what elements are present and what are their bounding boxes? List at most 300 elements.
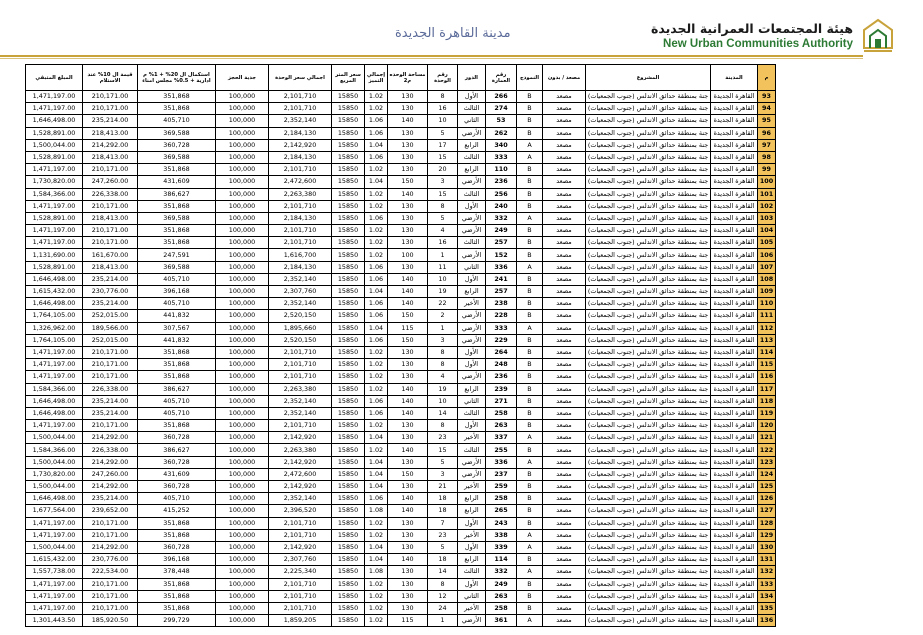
- table-row: [26, 115, 776, 127]
- cell-unit-number: 20: [428, 164, 458, 176]
- cell-model: B: [517, 468, 543, 480]
- cell-row-number: 127: [758, 505, 776, 517]
- cell-booking-deposit: 100,000: [216, 334, 269, 346]
- cell-unit-number: 8: [428, 359, 458, 371]
- cell-elevator: مصعد: [543, 578, 586, 590]
- cell-booking-deposit: 100,000: [216, 578, 269, 590]
- cell-total-unit-price: 2,184,130: [269, 212, 332, 224]
- cell-price-per-meter: 15850: [332, 334, 365, 346]
- cell-handover-payment: 218,413.00: [83, 212, 138, 224]
- cell-premium-factor: 1.04: [365, 432, 388, 444]
- cell-city: القاهرة الجديدة: [711, 164, 758, 176]
- cell-price-per-meter: 15850: [332, 188, 365, 200]
- cell-unit-number: 19: [428, 383, 458, 395]
- cell-price-per-meter: 15850: [332, 432, 365, 444]
- cell-row-number: 113: [758, 334, 776, 346]
- table-row: [26, 468, 776, 480]
- cell-total-unit-price: 2,184,130: [269, 151, 332, 163]
- cell-total-unit-price: 2,101,710: [269, 91, 332, 103]
- cell-price-per-meter: 15850: [332, 420, 365, 432]
- column-header-city: المدينة: [711, 65, 758, 91]
- cell-city: القاهرة الجديدة: [711, 103, 758, 115]
- cell-handover-payment: 189,566.00: [83, 322, 138, 334]
- cell-booking-deposit: 100,000: [216, 273, 269, 285]
- cell-remaining-amount: 1,471,197.00: [26, 237, 83, 249]
- cell-handover-payment: 210,171.00: [83, 91, 138, 103]
- cell-completion-payment: 351,868: [138, 371, 216, 383]
- cell-unit-area: 115: [388, 322, 428, 334]
- cell-price-per-meter: 15850: [332, 468, 365, 480]
- cell-city: القاهرة الجديدة: [711, 432, 758, 444]
- cell-completion-payment: 351,868: [138, 359, 216, 371]
- cell-floor: الأول: [458, 578, 486, 590]
- cell-unit-area: 130: [388, 164, 428, 176]
- cell-building-number: 258: [486, 602, 517, 614]
- cell-unit-area: 140: [388, 554, 428, 566]
- column-header-floor: الدور: [458, 65, 486, 91]
- cell-unit-number: 11: [428, 261, 458, 273]
- cell-elevator: مصعد: [543, 456, 586, 468]
- table-row: [26, 493, 776, 505]
- cell-booking-deposit: 100,000: [216, 493, 269, 505]
- cell-building-number: 264: [486, 346, 517, 358]
- cell-total-unit-price: 2,101,710: [269, 237, 332, 249]
- cell-city: القاهرة الجديدة: [711, 456, 758, 468]
- cell-handover-payment: 185,920.50: [83, 615, 138, 627]
- cell-unit-area: 140: [388, 407, 428, 419]
- cell-booking-deposit: 100,000: [216, 615, 269, 627]
- cell-unit-number: 5: [428, 127, 458, 139]
- cell-city: القاهرة الجديدة: [711, 420, 758, 432]
- table-row: [26, 322, 776, 334]
- table-row: [26, 200, 776, 212]
- cell-premium-factor: 1.06: [365, 261, 388, 273]
- cell-floor: الثاني: [458, 590, 486, 602]
- table-row: [26, 139, 776, 151]
- cell-price-per-meter: 15850: [332, 237, 365, 249]
- cell-elevator: مصعد: [543, 164, 586, 176]
- cell-total-unit-price: 1,859,205: [269, 615, 332, 627]
- cell-remaining-amount: 1,471,197.00: [26, 590, 83, 602]
- cell-completion-payment: 351,868: [138, 237, 216, 249]
- cell-remaining-amount: 1,646,498.00: [26, 115, 83, 127]
- cell-handover-payment: 230,776.00: [83, 286, 138, 298]
- cell-completion-payment: 405,710: [138, 395, 216, 407]
- cell-city: القاهرة الجديدة: [711, 225, 758, 237]
- cell-city: القاهرة الجديدة: [711, 249, 758, 261]
- cell-row-number: 96: [758, 127, 776, 139]
- cell-completion-payment: 247,591: [138, 249, 216, 261]
- cell-project: جنة بمنطقة حدائق الاندلس (جنوب الجمعيات): [586, 310, 711, 322]
- cell-premium-factor: 1.06: [365, 212, 388, 224]
- cell-completion-payment: 351,868: [138, 225, 216, 237]
- authority-name-arabic: هيئة المجتمعات العمرانية الجديدة: [650, 21, 853, 36]
- cell-building-number: 263: [486, 420, 517, 432]
- cell-completion-payment: 360,728: [138, 139, 216, 151]
- table-row: [26, 517, 776, 529]
- cell-row-number: 97: [758, 139, 776, 151]
- cell-unit-area: 130: [388, 103, 428, 115]
- cell-completion-payment: 405,710: [138, 493, 216, 505]
- cell-booking-deposit: 100,000: [216, 346, 269, 358]
- cell-completion-payment: 351,868: [138, 91, 216, 103]
- cell-floor: الرابع: [458, 505, 486, 517]
- cell-row-number: 117: [758, 383, 776, 395]
- cell-unit-number: 22: [428, 298, 458, 310]
- cell-unit-number: 8: [428, 420, 458, 432]
- cell-booking-deposit: 100,000: [216, 505, 269, 517]
- cell-unit-number: 16: [428, 237, 458, 249]
- cell-elevator: مصعد: [543, 359, 586, 371]
- cell-unit-area: 150: [388, 334, 428, 346]
- cell-remaining-amount: 1,471,197.00: [26, 200, 83, 212]
- table-row: [26, 249, 776, 261]
- cell-completion-payment: 386,627: [138, 383, 216, 395]
- cell-elevator: مصعد: [543, 444, 586, 456]
- cell-booking-deposit: 100,000: [216, 286, 269, 298]
- cell-row-number: 123: [758, 456, 776, 468]
- cell-row-number: 126: [758, 493, 776, 505]
- table-row: [26, 359, 776, 371]
- cell-completion-payment: 360,728: [138, 432, 216, 444]
- cell-remaining-amount: 1,615,432.00: [26, 286, 83, 298]
- cell-floor: الأرضي: [458, 334, 486, 346]
- cell-unit-number: 15: [428, 444, 458, 456]
- cell-total-unit-price: 2,101,710: [269, 359, 332, 371]
- cell-premium-factor: 1.06: [365, 115, 388, 127]
- cell-unit-area: 130: [388, 566, 428, 578]
- column-header-model: النموذج: [517, 65, 543, 91]
- cell-model: B: [517, 176, 543, 188]
- cell-remaining-amount: 1,500,044.00: [26, 456, 83, 468]
- column-header-premium-factor: إجمالي التميز: [365, 65, 388, 91]
- cell-premium-factor: 1.02: [365, 188, 388, 200]
- page-title: مدينة القاهرة الجديدة: [395, 26, 511, 41]
- cell-total-unit-price: 2,352,140: [269, 298, 332, 310]
- cell-building-number: 257: [486, 237, 517, 249]
- cell-handover-payment: 230,776.00: [83, 554, 138, 566]
- cell-elevator: مصعد: [543, 200, 586, 212]
- cell-total-unit-price: 2,101,710: [269, 200, 332, 212]
- cell-floor: الأرضي: [458, 468, 486, 480]
- cell-premium-factor: 1.02: [365, 590, 388, 602]
- cell-project: جنة بمنطقة حدائق الاندلس (جنوب الجمعيات): [586, 517, 711, 529]
- header-rule-thin: [0, 58, 863, 59]
- cell-unit-area: 130: [388, 517, 428, 529]
- units-table: [25, 64, 776, 627]
- cell-row-number: 136: [758, 615, 776, 627]
- cell-booking-deposit: 100,000: [216, 225, 269, 237]
- cell-remaining-amount: 1,131,690.00: [26, 249, 83, 261]
- cell-remaining-amount: 1,471,197.00: [26, 517, 83, 529]
- cell-total-unit-price: 2,225,340: [269, 566, 332, 578]
- cell-project: جنة بمنطقة حدائق الاندلس (جنوب الجمعيات): [586, 91, 711, 103]
- cell-unit-area: 130: [388, 420, 428, 432]
- cell-price-per-meter: 15850: [332, 615, 365, 627]
- cell-project: جنة بمنطقة حدائق الاندلس (جنوب الجمعيات): [586, 493, 711, 505]
- cell-row-number: 121: [758, 432, 776, 444]
- cell-city: القاهرة الجديدة: [711, 529, 758, 541]
- cell-model: B: [517, 444, 543, 456]
- cell-model: B: [517, 371, 543, 383]
- cell-elevator: مصعد: [543, 310, 586, 322]
- cell-booking-deposit: 100,000: [216, 407, 269, 419]
- cell-completion-payment: 431,609: [138, 468, 216, 480]
- cell-booking-deposit: 100,000: [216, 212, 269, 224]
- cell-building-number: 256: [486, 188, 517, 200]
- cell-building-number: 361: [486, 615, 517, 627]
- cell-price-per-meter: 15850: [332, 456, 365, 468]
- cell-handover-payment: 210,171.00: [83, 420, 138, 432]
- cell-premium-factor: 1.02: [365, 602, 388, 614]
- cell-row-number: 120: [758, 420, 776, 432]
- cell-total-unit-price: 2,184,130: [269, 127, 332, 139]
- cell-unit-number: 3: [428, 468, 458, 480]
- cell-unit-area: 130: [388, 225, 428, 237]
- cell-floor: الثالث: [458, 151, 486, 163]
- cell-total-unit-price: 1,895,660: [269, 322, 332, 334]
- cell-handover-payment: 210,171.00: [83, 200, 138, 212]
- cell-premium-factor: 1.08: [365, 505, 388, 517]
- cell-row-number: 104: [758, 225, 776, 237]
- cell-model: B: [517, 273, 543, 285]
- cell-premium-factor: 1.06: [365, 273, 388, 285]
- cell-unit-number: 18: [428, 505, 458, 517]
- cell-row-number: 129: [758, 529, 776, 541]
- cell-row-number: 102: [758, 200, 776, 212]
- cell-total-unit-price: 2,142,920: [269, 456, 332, 468]
- cell-completion-payment: 351,868: [138, 420, 216, 432]
- cell-city: القاهرة الجديدة: [711, 481, 758, 493]
- cell-elevator: مصعد: [543, 517, 586, 529]
- cell-building-number: 236: [486, 176, 517, 188]
- cell-unit-area: 100: [388, 249, 428, 261]
- cell-city: القاهرة الجديدة: [711, 554, 758, 566]
- cell-project: جنة بمنطقة حدائق الاندلس (جنوب الجمعيات): [586, 286, 711, 298]
- cell-floor: الأرضي: [458, 249, 486, 261]
- cell-unit-area: 140: [388, 273, 428, 285]
- table-row: [26, 176, 776, 188]
- cell-booking-deposit: 100,000: [216, 383, 269, 395]
- cell-unit-area: 140: [388, 493, 428, 505]
- cell-remaining-amount: 1,584,366.00: [26, 444, 83, 456]
- cell-model: A: [517, 139, 543, 151]
- cell-unit-area: 130: [388, 346, 428, 358]
- cell-elevator: مصعد: [543, 334, 586, 346]
- cell-city: القاهرة الجديدة: [711, 517, 758, 529]
- column-header-completion-payment: استكمال ال 20% + 1% م ادارية + 0.5% مجلس امناء: [138, 65, 216, 91]
- authority-logo-icon: [861, 18, 895, 54]
- cell-unit-area: 140: [388, 115, 428, 127]
- cell-model: B: [517, 115, 543, 127]
- table-row: [26, 298, 776, 310]
- cell-unit-number: 10: [428, 115, 458, 127]
- cell-booking-deposit: 100,000: [216, 432, 269, 444]
- cell-handover-payment: 210,171.00: [83, 346, 138, 358]
- cell-completion-payment: 299,729: [138, 615, 216, 627]
- cell-elevator: مصعد: [543, 139, 586, 151]
- cell-total-unit-price: 2,352,140: [269, 407, 332, 419]
- cell-handover-payment: 235,214.00: [83, 407, 138, 419]
- cell-handover-payment: 222,534.00: [83, 566, 138, 578]
- cell-elevator: مصعد: [543, 383, 586, 395]
- table-row: [26, 188, 776, 200]
- cell-remaining-amount: 1,557,738.00: [26, 566, 83, 578]
- cell-building-number: 259: [486, 481, 517, 493]
- cell-premium-factor: 1.02: [365, 517, 388, 529]
- cell-elevator: مصعد: [543, 127, 586, 139]
- cell-city: القاهرة الجديدة: [711, 139, 758, 151]
- cell-project: جنة بمنطقة حدائق الاندلس (جنوب الجمعيات): [586, 432, 711, 444]
- cell-price-per-meter: 15850: [332, 200, 365, 212]
- cell-remaining-amount: 1,471,197.00: [26, 359, 83, 371]
- cell-unit-number: 18: [428, 554, 458, 566]
- cell-project: جنة بمنطقة حدائق الاندلس (جنوب الجمعيات): [586, 115, 711, 127]
- cell-price-per-meter: 15850: [332, 395, 365, 407]
- cell-elevator: مصعد: [543, 91, 586, 103]
- cell-project: جنة بمنطقة حدائق الاندلس (جنوب الجمعيات): [586, 200, 711, 212]
- cell-price-per-meter: 15850: [332, 602, 365, 614]
- cell-floor: الرابع: [458, 493, 486, 505]
- cell-floor: الأول: [458, 420, 486, 432]
- cell-price-per-meter: 15850: [332, 566, 365, 578]
- cell-unit-area: 130: [388, 578, 428, 590]
- cell-project: جنة بمنطقة حدائق الاندلس (جنوب الجمعيات): [586, 127, 711, 139]
- cell-city: القاهرة الجديدة: [711, 127, 758, 139]
- table-row: [26, 554, 776, 566]
- cell-handover-payment: 210,171.00: [83, 602, 138, 614]
- cell-project: جنة بمنطقة حدائق الاندلس (جنوب الجمعيات): [586, 407, 711, 419]
- cell-elevator: مصعد: [543, 602, 586, 614]
- cell-floor: الأول: [458, 91, 486, 103]
- cell-unit-number: 15: [428, 151, 458, 163]
- cell-project: جنة بمنطقة حدائق الاندلس (جنوب الجمعيات): [586, 322, 711, 334]
- table-row: [26, 261, 776, 273]
- cell-total-unit-price: 2,101,710: [269, 225, 332, 237]
- cell-building-number: 243: [486, 517, 517, 529]
- cell-city: القاهرة الجديدة: [711, 383, 758, 395]
- cell-elevator: مصعد: [543, 151, 586, 163]
- column-header-project: المشروع: [586, 65, 711, 91]
- cell-handover-payment: 252,015.00: [83, 334, 138, 346]
- cell-booking-deposit: 100,000: [216, 151, 269, 163]
- table-row: [26, 578, 776, 590]
- cell-completion-payment: 405,710: [138, 298, 216, 310]
- cell-handover-payment: 235,214.00: [83, 395, 138, 407]
- cell-price-per-meter: 15850: [332, 505, 365, 517]
- cell-elevator: مصعد: [543, 615, 586, 627]
- cell-elevator: مصعد: [543, 541, 586, 553]
- cell-handover-payment: 210,171.00: [83, 237, 138, 249]
- cell-handover-payment: 235,214.00: [83, 273, 138, 285]
- cell-project: جنة بمنطقة حدائق الاندلس (جنوب الجمعيات): [586, 176, 711, 188]
- cell-total-unit-price: 2,263,380: [269, 383, 332, 395]
- cell-model: B: [517, 91, 543, 103]
- cell-premium-factor: 1.02: [365, 249, 388, 261]
- cell-handover-payment: 239,652.00: [83, 505, 138, 517]
- cell-price-per-meter: 15850: [332, 151, 365, 163]
- cell-elevator: مصعد: [543, 346, 586, 358]
- cell-premium-factor: 1.02: [365, 164, 388, 176]
- cell-building-number: 228: [486, 310, 517, 322]
- cell-model: B: [517, 505, 543, 517]
- cell-unit-area: 130: [388, 541, 428, 553]
- table-row: [26, 566, 776, 578]
- cell-premium-factor: 1.02: [365, 91, 388, 103]
- cell-total-unit-price: 2,352,140: [269, 115, 332, 127]
- cell-elevator: مصعد: [543, 493, 586, 505]
- cell-unit-number: 23: [428, 432, 458, 444]
- table-row: [26, 615, 776, 627]
- cell-model: B: [517, 395, 543, 407]
- cell-model: B: [517, 602, 543, 614]
- cell-price-per-meter: 15850: [332, 298, 365, 310]
- cell-handover-payment: 218,413.00: [83, 127, 138, 139]
- cell-model: A: [517, 322, 543, 334]
- cell-unit-number: 1: [428, 322, 458, 334]
- cell-premium-factor: 1.02: [365, 529, 388, 541]
- cell-handover-payment: 226,338.00: [83, 383, 138, 395]
- cell-unit-area: 140: [388, 188, 428, 200]
- cell-total-unit-price: 2,142,920: [269, 139, 332, 151]
- cell-building-number: 332: [486, 212, 517, 224]
- cell-remaining-amount: 1,471,197.00: [26, 103, 83, 115]
- cell-handover-payment: 210,171.00: [83, 359, 138, 371]
- cell-unit-number: 12: [428, 590, 458, 602]
- cell-elevator: مصعد: [543, 395, 586, 407]
- cell-project: جنة بمنطقة حدائق الاندلس (جنوب الجمعيات): [586, 261, 711, 273]
- cell-city: القاهرة الجديدة: [711, 468, 758, 480]
- cell-city: القاهرة الجديدة: [711, 286, 758, 298]
- cell-booking-deposit: 100,000: [216, 529, 269, 541]
- cell-unit-area: 130: [388, 529, 428, 541]
- cell-price-per-meter: 15850: [332, 529, 365, 541]
- cell-handover-payment: 218,413.00: [83, 261, 138, 273]
- cell-floor: الأول: [458, 541, 486, 553]
- cell-unit-number: 4: [428, 371, 458, 383]
- cell-elevator: مصعد: [543, 212, 586, 224]
- cell-project: جنة بمنطقة حدائق الاندلس (جنوب الجمعيات): [586, 151, 711, 163]
- cell-premium-factor: 1.02: [365, 359, 388, 371]
- table-row: [26, 103, 776, 115]
- cell-row-number: 114: [758, 346, 776, 358]
- cell-project: جنة بمنطقة حدائق الاندلس (جنوب الجمعيات): [586, 578, 711, 590]
- cell-building-number: 238: [486, 298, 517, 310]
- cell-total-unit-price: 2,520,150: [269, 334, 332, 346]
- cell-floor: الثالث: [458, 407, 486, 419]
- cell-city: القاهرة الجديدة: [711, 322, 758, 334]
- cell-floor: الثالث: [458, 237, 486, 249]
- table-row: [26, 237, 776, 249]
- cell-model: B: [517, 200, 543, 212]
- cell-project: جنة بمنطقة حدائق الاندلس (جنوب الجمعيات): [586, 298, 711, 310]
- cell-elevator: مصعد: [543, 432, 586, 444]
- authority-name-english: New Urban Communities Authority: [663, 38, 853, 50]
- table-row: [26, 310, 776, 322]
- cell-premium-factor: 1.02: [365, 444, 388, 456]
- cell-booking-deposit: 100,000: [216, 103, 269, 115]
- cell-building-number: 237: [486, 468, 517, 480]
- table-row: [26, 420, 776, 432]
- cell-premium-factor: 1.02: [365, 200, 388, 212]
- cell-elevator: مصعد: [543, 468, 586, 480]
- cell-remaining-amount: 1,584,366.00: [26, 188, 83, 200]
- cell-building-number: 271: [486, 395, 517, 407]
- cell-remaining-amount: 1,646,498.00: [26, 298, 83, 310]
- cell-building-number: 265: [486, 505, 517, 517]
- cell-premium-factor: 1.06: [365, 298, 388, 310]
- cell-unit-number: 14: [428, 566, 458, 578]
